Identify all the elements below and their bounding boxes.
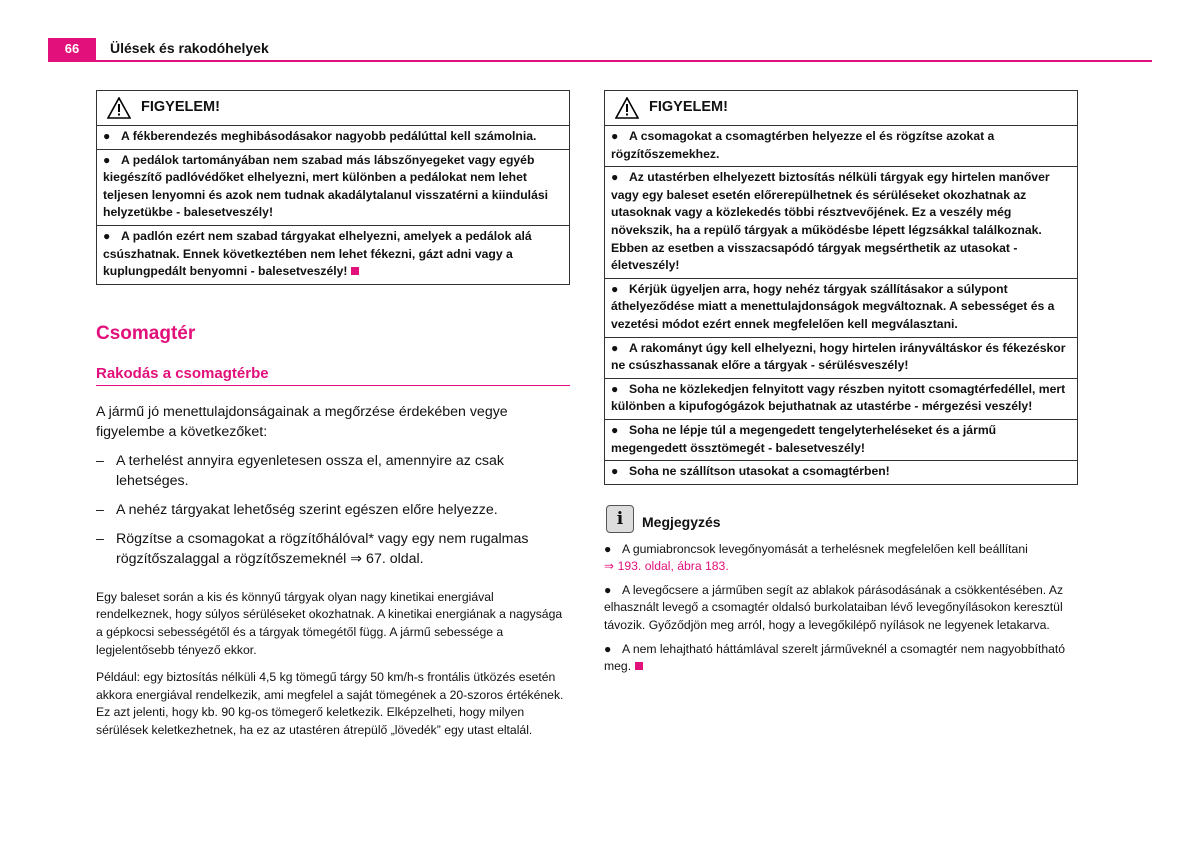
dash-icon: – bbox=[96, 530, 104, 547]
end-square-icon bbox=[635, 662, 643, 670]
bullet-dot-icon: ● bbox=[611, 340, 619, 355]
page-reference-link[interactable]: ⇒ 193. oldal, ábra 183. bbox=[604, 559, 729, 574]
end-square-icon bbox=[351, 267, 359, 275]
warning-box-right bbox=[604, 90, 1078, 485]
warning-header bbox=[97, 91, 569, 126]
bullet-dot-icon: ● bbox=[103, 129, 111, 143]
body-paragraph: Egy baleset során a kis és könnyű tárgyak olyan nagy kinetikai energiával rendelkeznek, hogy súlyos sérüléseket okozhatnak. A kinetikai energiának a nagysága a gépkocsi sebességétől és a tárgyak tömegétől függ. A jármű sebessége a legjelentősebb tényező ekkor. bbox=[96, 589, 563, 657]
subsection-title: Rakodás a csomagtérbe bbox=[96, 365, 570, 386]
warning-item: ● A rakományt úgy kell elhelyezni, hogy hirtelen irányváltáskor és fékezéskor ne csúszhassanak előre a tárgyak - sérülésveszély! bbox=[605, 338, 1077, 379]
warning-title: FIGYELEM! bbox=[141, 99, 220, 115]
dash-icon: – bbox=[96, 501, 104, 518]
bullet-dot-icon: ● bbox=[604, 541, 612, 556]
bullet-dot-icon: ● bbox=[611, 281, 619, 296]
bullet-dot-icon: ● bbox=[604, 582, 612, 597]
page-number: 66 bbox=[48, 38, 96, 60]
list-item: – A terhelést annyira egyenletesen ossza el, amennyire az csak lehetséges. bbox=[96, 452, 505, 489]
bullet-dot-icon: ● bbox=[611, 129, 619, 143]
bullet-dot-icon: ● bbox=[604, 641, 612, 656]
note-item: ● A gumiabroncsok levegőnyomását a terhelésnek megfelelően kell beállítani ⇒ 193. oldal, ábra 183. bbox=[604, 541, 1028, 574]
warning-item: ● Soha ne lépje túl a megengedett tengelyterheléseket és a jármű megengedett össztömegét - balesetveszély! bbox=[605, 420, 1077, 461]
bullet-dot-icon: ● bbox=[103, 152, 111, 167]
body-paragraph: Például: egy biztosítás nélküli 4,5 kg tömegű tárgy 50 km/h-s frontális ütközés esetén akkora energiával rendelkezik, ami megfelel a saját tömegének a 20-szoros értékének. Ez azt jelenti, hogy kb. 90 kg-os tömegerő keletkezik. Elképzelheti, hogy milyen sérülések keletkezhetnek, ha ez az utastéren átrepülő „lövedék” egy utast eltalál. bbox=[96, 670, 564, 737]
note-item: ● A levegőcsere a járműben segít az ablakok párásodásának a csökkentésében. Az elhasznált levegő a csomagtér oldalsó burkolataiban lévő levegőnyílásokon keresztül távozik. Győződjön meg arról, hogy a levegőkilépő nyílások ne legyenek letakarva. bbox=[604, 582, 1064, 633]
warning-item: ● A fékberendezés meghibásodásakor nagyobb pedálúttal kell számolnia. bbox=[97, 126, 569, 150]
right-column bbox=[604, 90, 1078, 676]
bullet-dot-icon: ● bbox=[611, 381, 619, 396]
intro-paragraph: A jármű jó menettulajdonságainak a megőrzése érdekében vegye figyelembe a következőket: bbox=[96, 403, 508, 440]
note-title: Megjegyzés bbox=[642, 513, 721, 530]
warning-item: ● A pedálok tartományában nem szabad más lábszőnyegeket vagy egyéb kiegészítő padlóvédőket elhelyezni, mert különben a pedálokat nem lehet teljesen lenyomni és azok nem tudnak akadálytalanul visszatérni a kiindulási helyzetükbe - balesetveszély! bbox=[97, 150, 569, 226]
info-icon: i bbox=[606, 505, 634, 533]
note-item: ● A nem lehajtható háttámlával szerelt járműveknél a csomagtér nem nagyobbítható meg. bbox=[604, 641, 1066, 674]
warning-triangle-icon bbox=[107, 97, 131, 119]
bullet-dot-icon: ● bbox=[611, 170, 619, 185]
bullet-dot-icon: ● bbox=[611, 464, 619, 479]
warning-item: ● A csomagokat a csomagtérben helyezze el és rögzítse azokat a rögzítőszemekhez. bbox=[605, 126, 1077, 167]
left-column bbox=[96, 90, 570, 740]
warning-header bbox=[605, 91, 1077, 126]
note-header bbox=[604, 505, 1078, 535]
list-item: – Rögzítse a csomagokat a rögzítőhálóval* vagy egy nem rugalmas rögzítőszalaggal a rögzítőszemeknél ⇒ 67. oldal. bbox=[96, 530, 529, 567]
warning-triangle-icon bbox=[615, 97, 639, 119]
warning-item: ● A padlón ezért nem szabad tárgyakat elhelyezni, amelyek a pedálok alá csúszhatnak. Ennek következtében nem lehet fékezni, gázt adni vagy a kuplungpedált benyomni - balesetveszély! bbox=[103, 228, 532, 279]
bullet-dot-icon: ● bbox=[103, 228, 111, 243]
warning-item: ● Az utastérben elhelyezett biztosítás nélküli tárgyak egy hirtelen manőver vagy egy baleset esetén előrerepülhetnek és sérüléseket okozhatnak az utasoknak vagy a közlekedés többi résztvevőjének. Ez a veszély még növekszik, ha a repülő tárgyak a működésbe lépett légzsákkal találkoznak. Ebben az esetben a visszacsapódó tárgyak megsérthetik az utasokat - életveszély! bbox=[605, 167, 1077, 279]
bullet-dot-icon: ● bbox=[611, 422, 619, 437]
page-header bbox=[48, 38, 1152, 62]
warning-item: ● Soha ne szállítson utasokat a csomagtérben! bbox=[605, 461, 1077, 484]
warning-title: FIGYELEM! bbox=[649, 99, 728, 115]
warning-item: ● Soha ne közlekedjen felnyitott vagy részben nyitott csomagtérfedéllel, mert különben a kipufogógázok bejuthatnak az utastérbe - mérgezési veszély! bbox=[605, 379, 1077, 420]
dash-icon: – bbox=[96, 452, 104, 469]
section-title: Csomagtér bbox=[96, 322, 196, 344]
list-item: – A nehéz tárgyakat lehetőség szerint egészen előre helyezze. bbox=[96, 501, 498, 518]
warning-box-left bbox=[96, 90, 570, 285]
chapter-title: Ülések és rakodóhelyek bbox=[110, 40, 269, 56]
warning-item: ● Kérjük ügyeljen arra, hogy nehéz tárgyak szállításakor a súlypont áthelyeződése miatt a menettulajdonságok megváltoznak. A sebességet és a vezetési módot ezért ennek megfelelően kell megválasztani. bbox=[605, 279, 1077, 338]
